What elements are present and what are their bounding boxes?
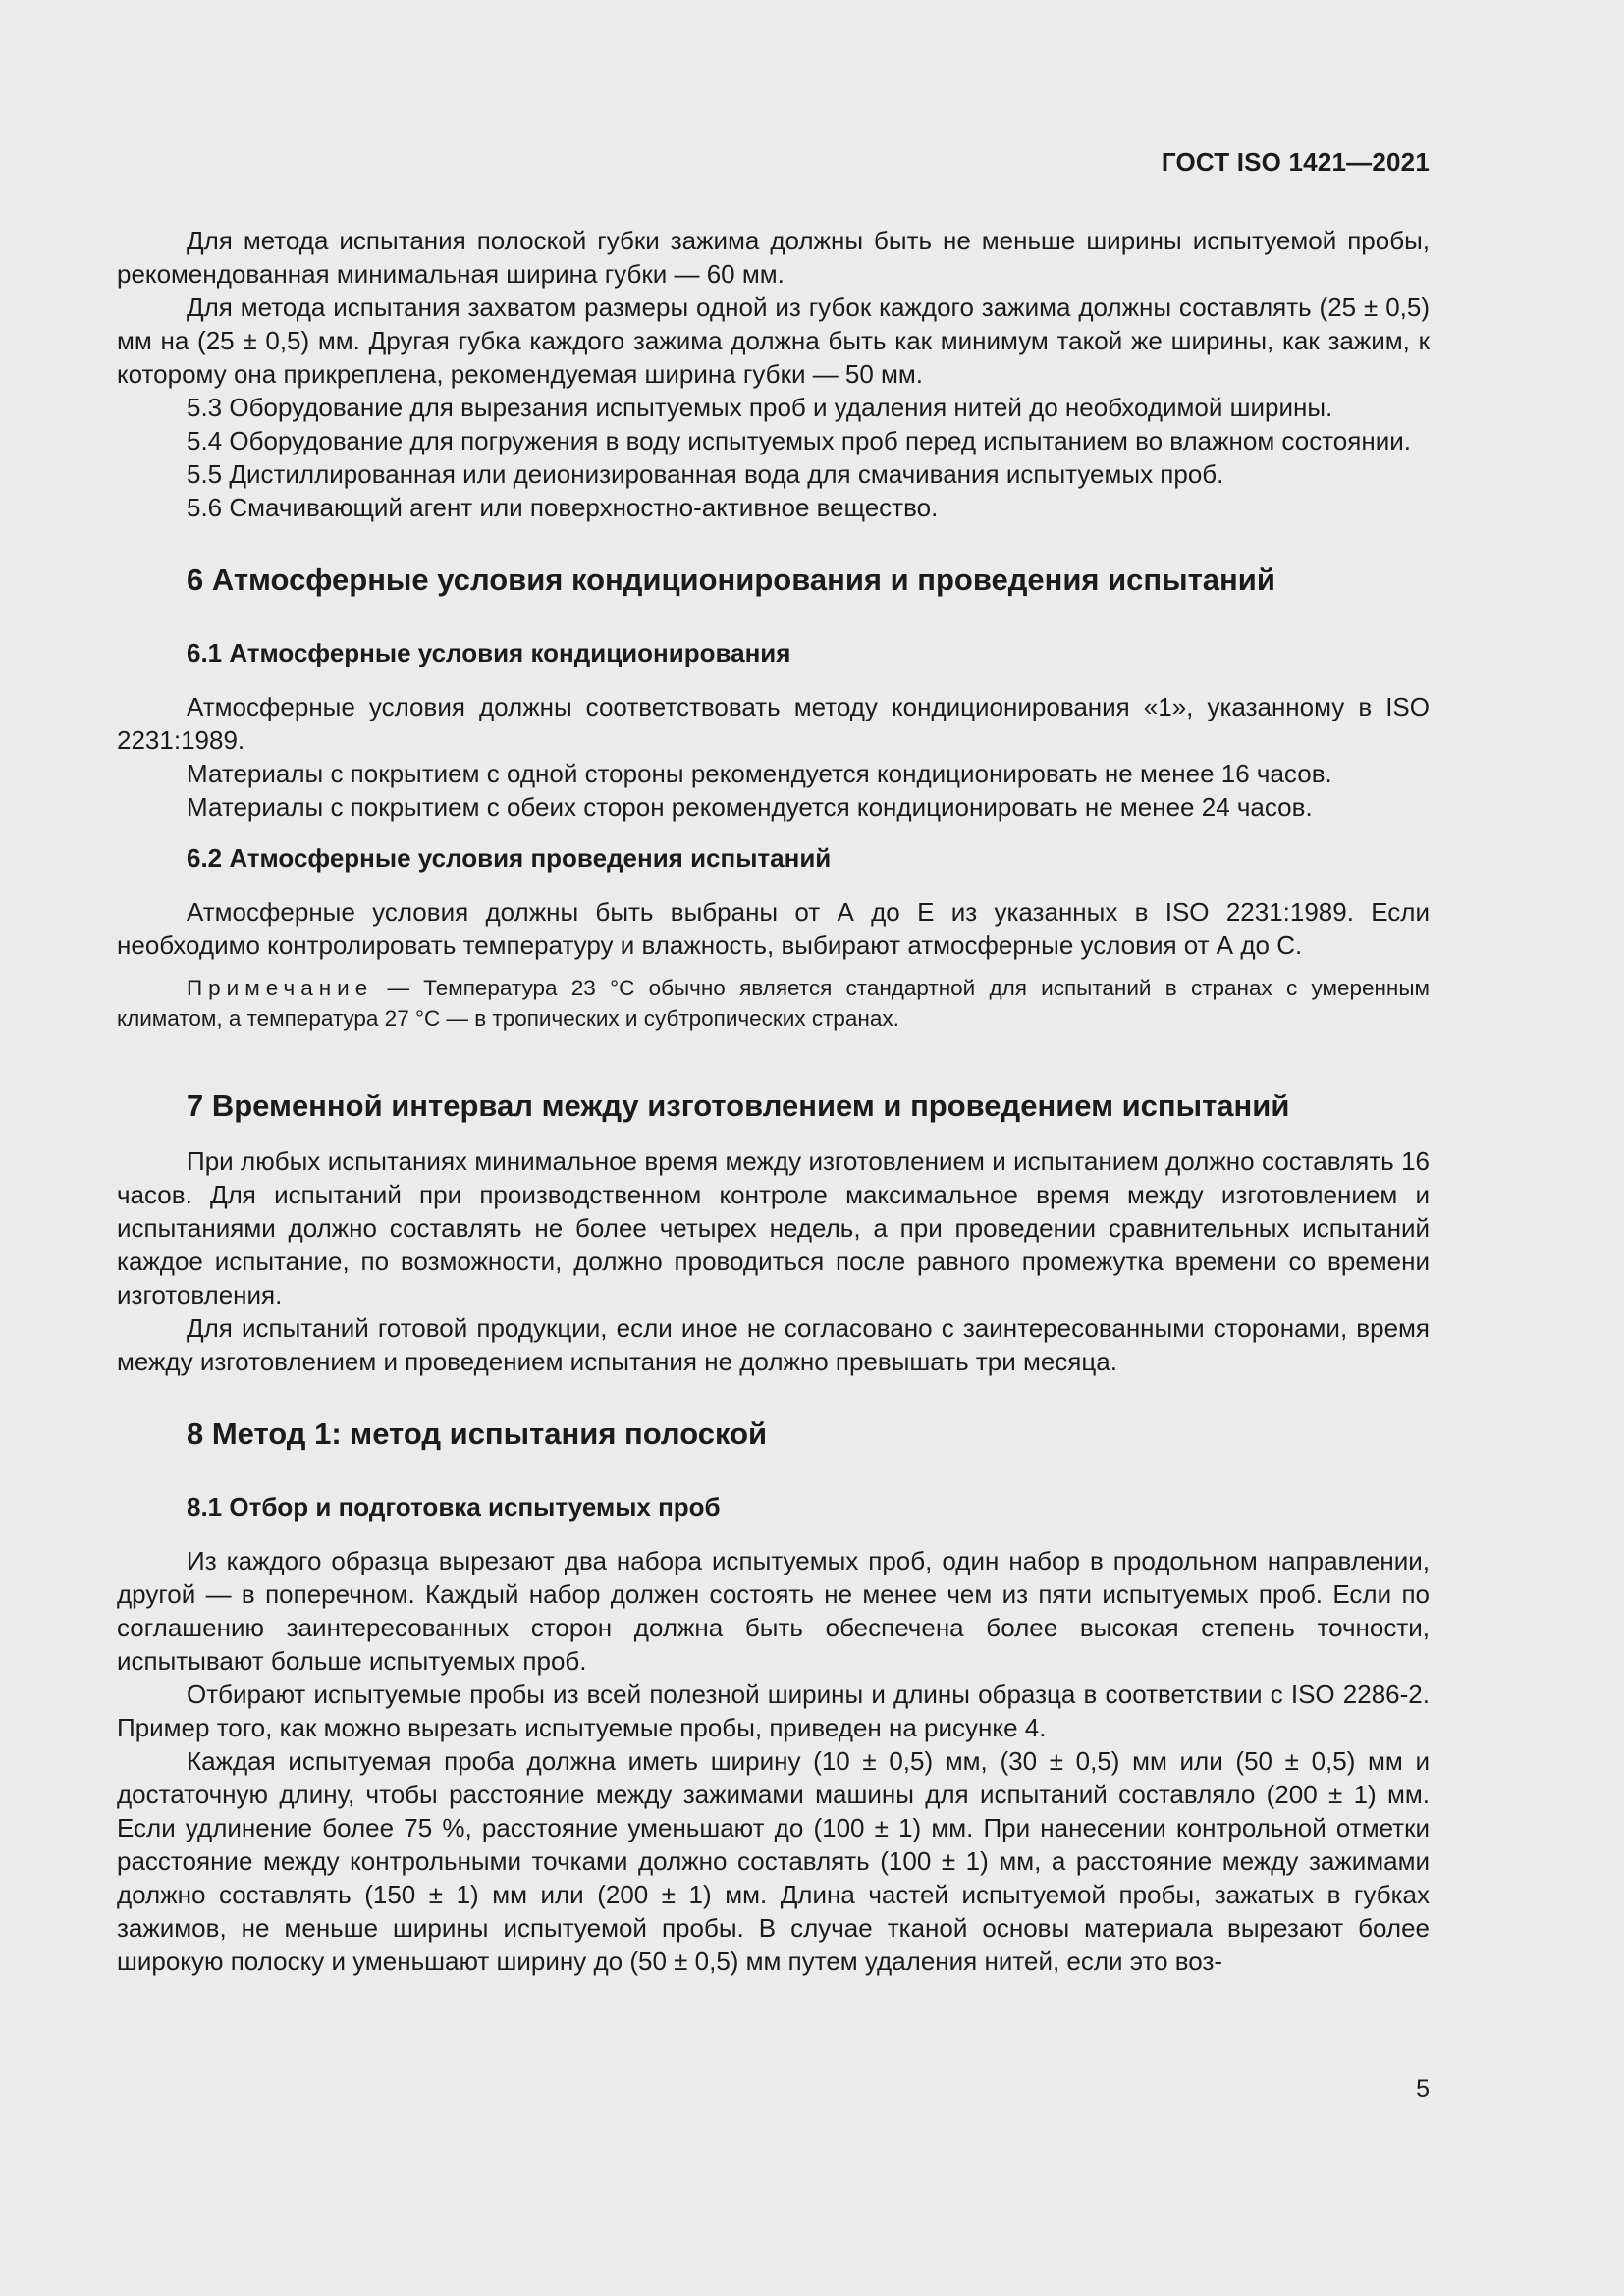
paragraph-6-1-1: Атмосферные условия должны соответствовать методу кондиционирования «1», указанному в ISO 2231:1989. xyxy=(117,692,1430,755)
subsection-8-1-heading: 8.1 Отбор и подготовка испытуемых проб xyxy=(187,1492,721,1522)
note-label: Примечание xyxy=(187,976,374,1000)
paragraph-7-1: При любых испытаниях минимальное время между изготовлением и испытанием должно составлять 16 часов. Для испытаний при производственном контроле максимальное время между изготовлением и испытаниями должно составлять не более четырех недель, а при проведении сравнительных испытаний каждое испытание, по возможности, должно проводиться после равного промежутка времени со времени изготовления. xyxy=(117,1147,1430,1309)
paragraph-8-1-1: Из каждого образца вырезают два набора испытуемых проб, один набор в продольном направлении, другой — в поперечном. Каждый набор должен состоять не менее чем из пяти испытуемых проб. Если по соглашению заинтересованных сторон должна быть обеспечена более высокая степень точности, испытывают больше испытуемых проб. xyxy=(117,1546,1430,1676)
paragraph-6-2-1: Атмосферные условия должны быть выбраны от А до Е из указанных в ISO 2231:1989. Если необходимо контролировать температуру и влажность, выбирают атмосферные условия от А до С. xyxy=(117,897,1430,960)
note-paragraph xyxy=(117,973,1430,1034)
subsection-6-2-heading: 6.2 Атмосферные условия проведения испытаний xyxy=(187,843,832,873)
section-7-heading: 7 Временной интервал между изготовлением и проведением испытаний xyxy=(187,1089,1290,1123)
document-id-header: ГОСТ ISO 1421—2021 xyxy=(1161,147,1430,177)
section-6-heading: 6 Атмосферные условия кондиционирования и проведения испытаний xyxy=(187,562,1275,597)
subsection-6-1-heading: 6.1 Атмосферные условия кондиционирования xyxy=(187,638,791,667)
section-8-heading: 8 Метод 1: метод испытания полоской xyxy=(187,1416,768,1451)
paragraph-jaw-size-grab: Для метода испытания захватом размеры одной из губок каждого зажима должны составлять (25 ± 0,5) мм на (25 ± 0,5) мм. Другая губка каждого зажима должна быть как минимум такой же ширины, как зажим, к которому она прикреплена, рекомендуемая ширина губки — 50 мм. xyxy=(117,293,1430,389)
paragraph-5-5: 5.5 Дистиллированная или деионизированная вода для смачивания испытуемых проб. xyxy=(187,459,1224,489)
paragraph-5-4: 5.4 Оборудование для погружения в воду испытуемых проб перед испытанием во влажном состоянии. xyxy=(187,426,1411,455)
paragraph-6-1-2: Материалы с покрытием с одной стороны рекомендуется кондиционировать не менее 16 часов. xyxy=(187,759,1332,788)
paragraph-jaw-width-strip: Для метода испытания полоской губки зажима должны быть не меньше ширины испытуемой пробы, рекомендованная минимальная ширина губки — 60 мм. xyxy=(117,226,1430,289)
paragraph-7-2: Для испытаний готовой продукции, если иное не согласовано с заинтересованными сторонами, время между изготовлением и проведением испытания не должно превышать три месяца. xyxy=(117,1313,1430,1376)
page-number: 5 xyxy=(1416,2075,1430,2103)
paragraph-8-1-3: Каждая испытуемая проба должна иметь ширину (10 ± 0,5) мм, (30 ± 0,5) мм или (50 ± 0,5) мм и достаточную длину, чтобы расстояние между зажимами машины для испытаний составляло (200 ± 1) мм. Если удлинение более 75 %, расстояние уменьшают до (100 ± 1) мм. При нанесении контрольной отметки расстояние между контрольными точками должно составлять (100 ± 1) мм, а расстояние между зажимами должно составлять (150 ± 1) мм или (200 ± 1) мм. Длина частей испытуемой пробы, зажатых в губках зажимов, не меньше ширины испытуемой пробы. В случае тканой основы материала вырезают более широкую полоску и уменьшают ширину до (50 ± 0,5) мм путем удаления нитей, если это воз- xyxy=(117,1746,1430,1976)
paragraph-8-1-2: Отбирают испытуемые пробы из всей полезной ширины и длины образца в соответствии с ISO 2286-2. Пример того, как можно вырезать испытуемые пробы, приведен на рисунке 4. xyxy=(117,1680,1430,1742)
paragraph-5-6: 5.6 Смачивающий агент или поверхностно-активное вещество. xyxy=(187,493,939,522)
paragraph-6-1-3: Материалы с покрытием с обеих сторон рекомендуется кондиционировать не менее 24 часов. xyxy=(187,792,1313,822)
note-text: — Температура 23 °С обычно является стандартной для испытаний в странах с умеренным климатом, а температура 27 °С — в тропических и субтропических странах. xyxy=(117,976,1430,1031)
page-content xyxy=(117,224,1430,1978)
paragraph-5-3: 5.3 Оборудование для вырезания испытуемых проб и удаления нитей до необходимой ширины. xyxy=(187,393,1333,422)
